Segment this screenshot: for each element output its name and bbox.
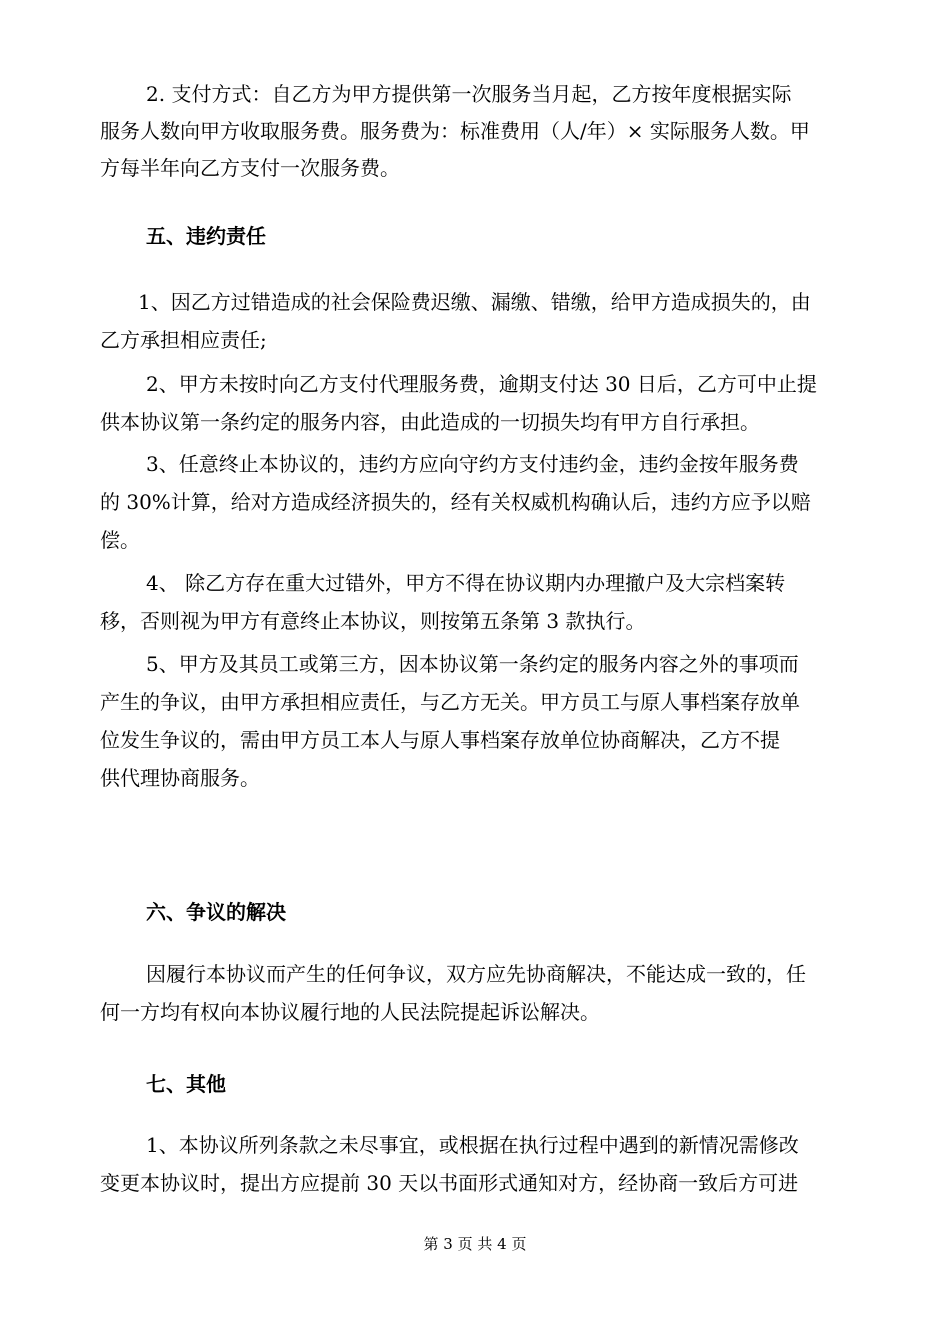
text-line: 5、甲方及其员工或第三方，因本协议第一条约定的服务内容之外的事项而: [146, 652, 799, 676]
text-line: 何一方均有权向本协议履行地的人民法院提起诉讼解决。: [100, 1000, 600, 1024]
text-line: 移，否则视为甲方有意终止本协议，则按第五条第 3 款执行。: [100, 609, 646, 633]
text-line: 供本协议第一条约定的服务内容，由此造成的一切损失均有甲方自行承担。: [100, 410, 760, 434]
text-line: 方每半年向乙方支付一次服务费。: [100, 156, 400, 180]
text-line: 因履行本协议而产生的任何争议，双方应先协商解决，不能达成一致的，任: [146, 962, 806, 986]
section-heading-dispute: 六、争议的解决: [146, 900, 286, 924]
text-line: 3、任意终止本协议的，违约方应向守约方支付违约金，违约金按年服务费: [146, 452, 799, 476]
text-line: 供代理协商服务。: [100, 766, 260, 790]
text-line: 的 30%计算，给对方造成经济损失的，经有关权威机构确认后，违约方应予以赔: [100, 490, 811, 514]
text-line: 4、 除乙方存在重大过错外，甲方不得在协议期内办理撤户及大宗档案转: [146, 571, 786, 595]
text-line: 2. 支付方式：自乙方为甲方提供第一次服务当月起，乙方按年度根据实际: [146, 82, 792, 106]
text-line: 2、甲方未按时向乙方支付代理服务费，逾期支付达 30 日后，乙方可中止提: [146, 372, 817, 396]
text-line: 变更本协议时，提出方应提前 30 天以书面形式通知对方，经协商一致后方可进: [100, 1171, 799, 1195]
text-line: 1、本协议所列条款之未尽事宜，或根据在执行过程中遇到的新情况需修改: [146, 1133, 799, 1157]
text-line: 1、因乙方过错造成的社会保险费迟缴、漏缴、错缴，给甲方造成损失的，由: [138, 290, 811, 314]
section-heading-breach: 五、违约责任: [146, 224, 266, 248]
text-line: 产生的争议，由甲方承担相应责任，与乙方无关。甲方员工与原人事档案存放单: [100, 690, 800, 714]
text-line: 乙方承担相应责任;: [100, 328, 267, 352]
text-line: 位发生争议的，需由甲方员工本人与原人事档案存放单位协商解决，乙方不提: [100, 728, 780, 752]
text-line: 偿。: [100, 528, 140, 552]
page-number-footer: 第 3 页 共 4 页: [423, 1235, 527, 1253]
text-line: 服务人数向甲方收取服务费。服务费为：标准费用（人/年）× 实际服务人数。甲: [100, 119, 810, 143]
section-heading-other: 七、其他: [146, 1072, 226, 1096]
